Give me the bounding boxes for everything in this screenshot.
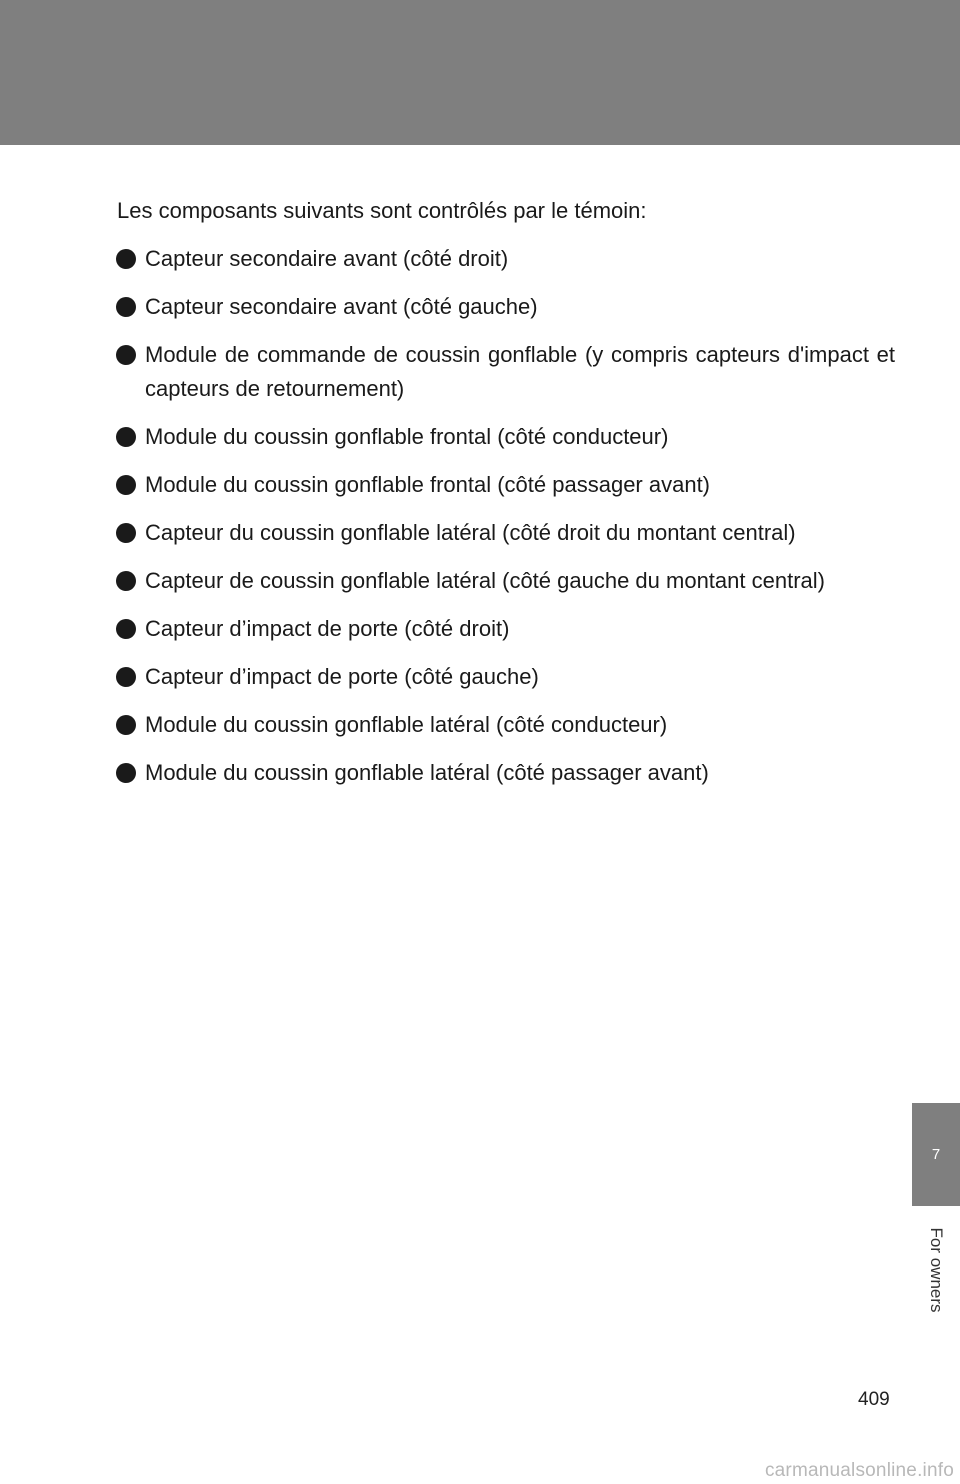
list-item-text: Module du coussin gonflable latéral (côté passager avant)	[145, 760, 709, 785]
watermark: carmanualsonline.info	[764, 1460, 954, 1481]
list-item	[117, 612, 895, 646]
bullet-icon	[116, 715, 136, 735]
list-item-text: Module du coussin gonflable latéral (côté conducteur)	[145, 712, 668, 737]
list-item	[117, 468, 895, 502]
header-band	[0, 0, 960, 145]
bullet-icon	[116, 345, 136, 365]
bullet-icon	[116, 249, 136, 269]
list-item-text: Capteur d’impact de porte (côté droit)	[145, 616, 510, 641]
bullet-icon	[116, 475, 136, 495]
bullet-icon	[116, 297, 136, 317]
list-item-text: Capteur de coussin gonflable latéral (côté gauche du montant central)	[145, 568, 825, 593]
bullet-icon	[116, 667, 136, 687]
list-item	[117, 756, 895, 790]
list-item-text: Capteur d’impact de porte (côté gauche)	[145, 664, 539, 689]
intro-text: Les composants suivants sont contrôlés par le témoin:	[117, 198, 647, 223]
list-item	[117, 420, 895, 454]
list-item-text: Capteur secondaire avant (côté droit)	[145, 246, 509, 271]
page-content	[117, 194, 895, 804]
list-item	[117, 290, 895, 324]
list-item	[117, 564, 895, 598]
section-tab-number: 7	[912, 1103, 960, 1206]
list-item	[117, 338, 895, 406]
section-tab-label: For owners	[927, 1227, 946, 1313]
list-item-text: Module du coussin gonflable frontal (côté passager avant)	[145, 472, 711, 497]
bullet-icon	[116, 427, 136, 447]
bullet-icon	[116, 523, 136, 543]
list-item	[117, 242, 895, 276]
bullet-icon	[116, 571, 136, 591]
component-list	[117, 242, 895, 790]
list-item-text: Module du coussin gonflable frontal (côté conducteur)	[145, 424, 669, 449]
list-item	[117, 516, 895, 550]
list-item-text: Capteur du coussin gonflable latéral (côté droit du montant central)	[145, 520, 796, 545]
list-item-text: Capteur secondaire avant (côté gauche)	[145, 294, 538, 319]
bullet-icon	[116, 763, 136, 783]
bullet-icon	[116, 619, 136, 639]
list-item	[117, 708, 895, 742]
page-number: 409	[858, 1389, 890, 1410]
list-item	[117, 660, 895, 694]
list-item-text: Module de commande de coussin gonflable (y compris capteurs d'impact et capteurs de retournement)	[145, 342, 895, 401]
